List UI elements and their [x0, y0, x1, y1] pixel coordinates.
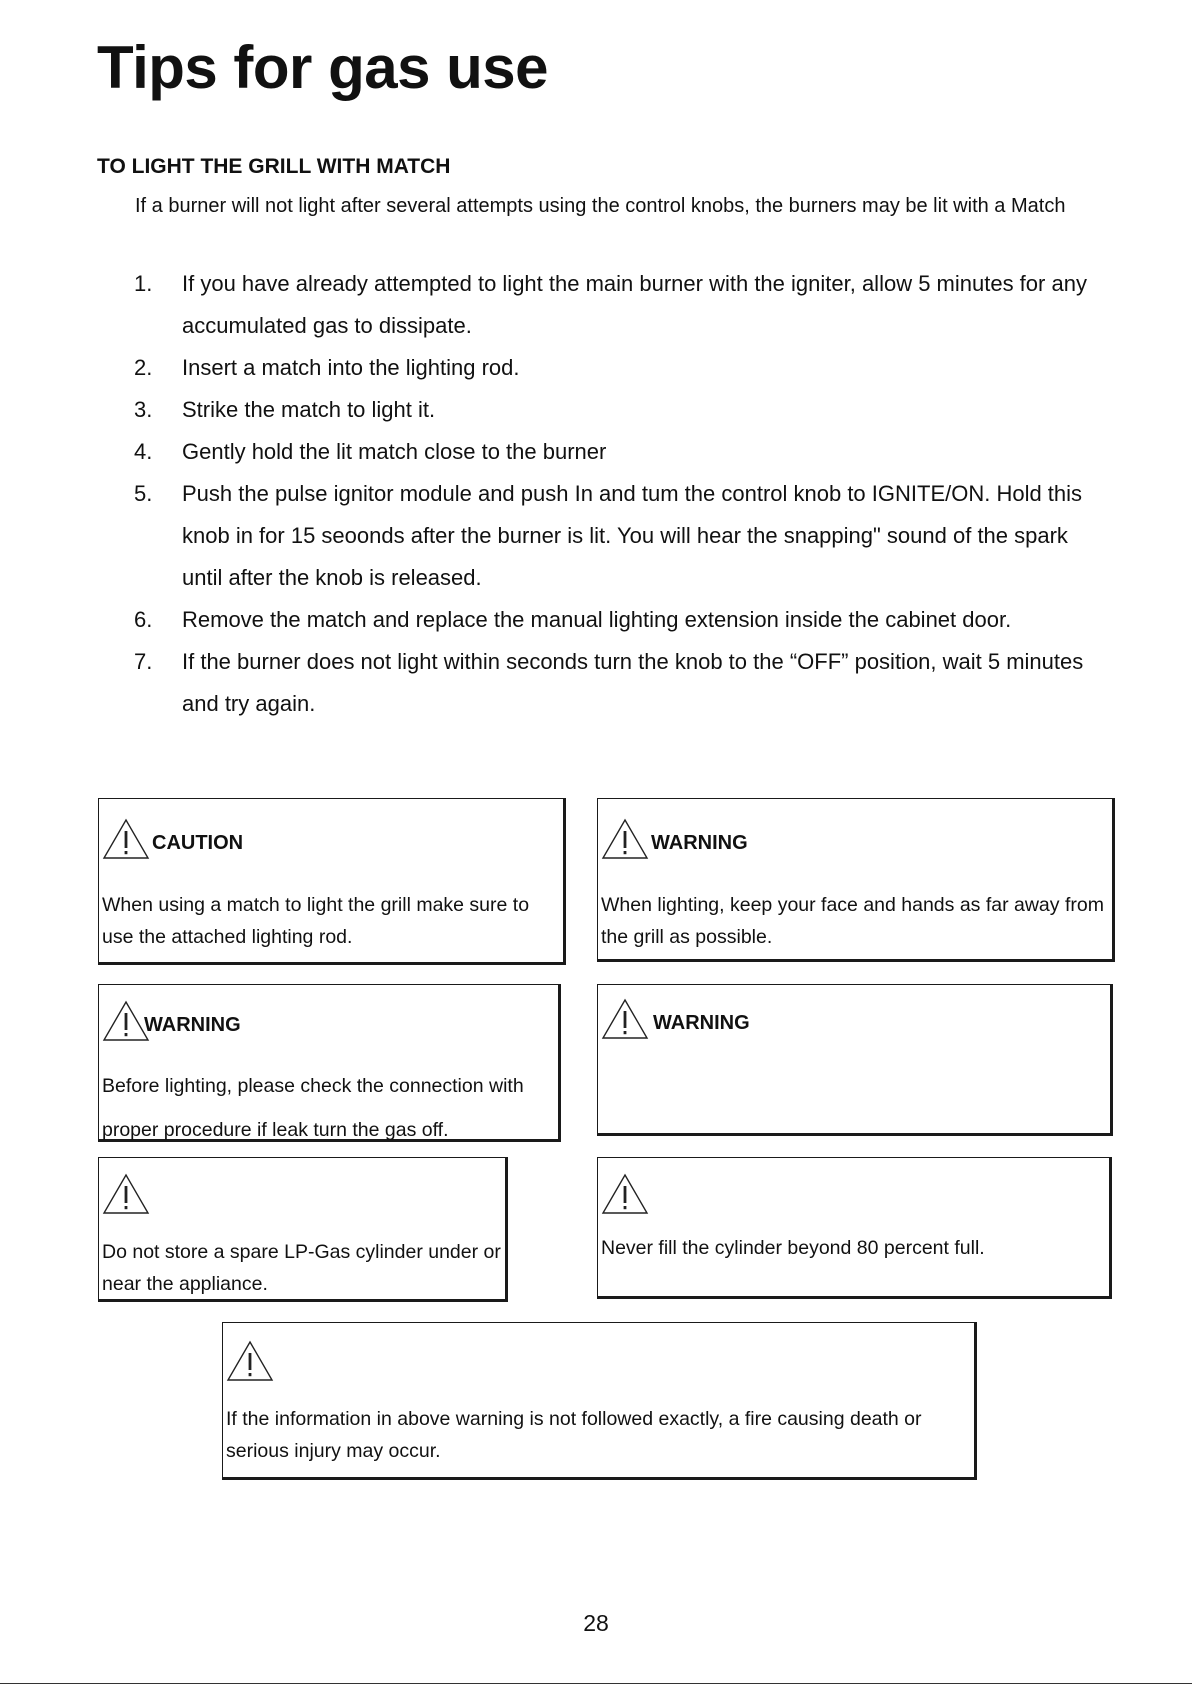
warning-triangle-icon — [102, 999, 150, 1043]
section-heading: TO LIGHT THE GRILL WITH MATCH — [97, 155, 451, 178]
step-text: Push the pulse ignitor module and push In and tum the control knob to IGNITE/ON. Hold this knob in for 15 seoonds after the burner is lit. You will hear the snapping" sound of the spark until after the knob is released. — [182, 481, 1083, 590]
notice-box — [222, 1322, 977, 1480]
warning-triangle-icon — [601, 817, 649, 861]
warning-box — [597, 984, 1113, 1136]
list-item — [134, 263, 1094, 347]
warning-triangle-icon — [601, 1172, 649, 1216]
step-number: 5. — [134, 481, 153, 506]
steps-list — [134, 263, 1094, 725]
warning-triangle-icon — [102, 1172, 150, 1216]
step-number: 2. — [134, 355, 153, 380]
notice-text: When using a match to light the grill make sure to use the attached lighting rod. — [102, 894, 530, 948]
list-item — [134, 599, 1094, 641]
step-text: If the burner does not light within seconds turn the knob to the “OFF” position, wait 5 minutes and try again. — [182, 649, 1084, 716]
notice-text: Do not store a spare LP-Gas cylinder under or near the appliance. — [102, 1241, 501, 1295]
notice-header — [102, 999, 241, 1043]
page-title: Tips for gas use — [97, 34, 549, 101]
step-number: 4. — [134, 439, 153, 464]
notice-box — [98, 1157, 508, 1302]
warning-triangle-icon — [226, 1339, 274, 1383]
page-number: 28 — [583, 1610, 609, 1636]
notice-text: Before lighting, please check the connection with proper procedure if leak turn the gas off. — [102, 1075, 524, 1141]
notice-text: Never fill the cylinder beyond 80 percent full. — [601, 1237, 985, 1259]
warning-triangle-icon — [601, 997, 649, 1041]
notice-header — [102, 1172, 150, 1216]
warning-triangle-icon — [102, 817, 150, 861]
list-item — [134, 641, 1094, 725]
step-text: Strike the match to light it. — [182, 397, 436, 422]
bottom-rule — [0, 1683, 1192, 1684]
step-text: Remove the match and replace the manual lighting extension inside the cabinet door. — [182, 607, 1012, 632]
notice-header — [226, 1339, 274, 1383]
notice-box — [597, 1157, 1112, 1299]
list-item — [134, 473, 1094, 599]
notice-label: WARNING — [144, 1014, 241, 1036]
step-text: Gently hold the lit match close to the burner — [182, 439, 607, 464]
notice-text: When lighting, keep your face and hands as far away from the grill as possible. — [601, 894, 1104, 948]
list-item — [134, 347, 1094, 389]
list-item — [134, 389, 1094, 431]
step-number: 3. — [134, 397, 153, 422]
step-number: 6. — [134, 607, 153, 632]
intro-paragraph: If a burner will not light after several attempts using the control knobs, the burners may be lit with a Match — [135, 195, 1066, 217]
step-text: If you have already attempted to light the main burner with the igniter, allow 5 minutes for any accumulated gas to dissipate. — [182, 271, 1087, 338]
notice-label: CAUTION — [152, 832, 244, 854]
list-item — [134, 431, 1094, 473]
step-text: Insert a match into the lighting rod. — [182, 355, 520, 380]
notice-header — [601, 817, 748, 861]
notice-header — [102, 817, 243, 861]
caution-box — [98, 798, 566, 965]
notice-label: WARNING — [653, 1012, 750, 1034]
warning-box — [98, 984, 561, 1142]
step-number: 1. — [134, 271, 153, 296]
notice-label: WARNING — [651, 832, 748, 854]
notice-header — [601, 997, 750, 1041]
notice-header — [601, 1172, 649, 1216]
notice-text: If the information in above warning is not followed exactly, a fire causing death or serious injury may occur. — [226, 1408, 922, 1462]
step-number: 7. — [134, 649, 153, 674]
warning-box — [597, 798, 1115, 962]
